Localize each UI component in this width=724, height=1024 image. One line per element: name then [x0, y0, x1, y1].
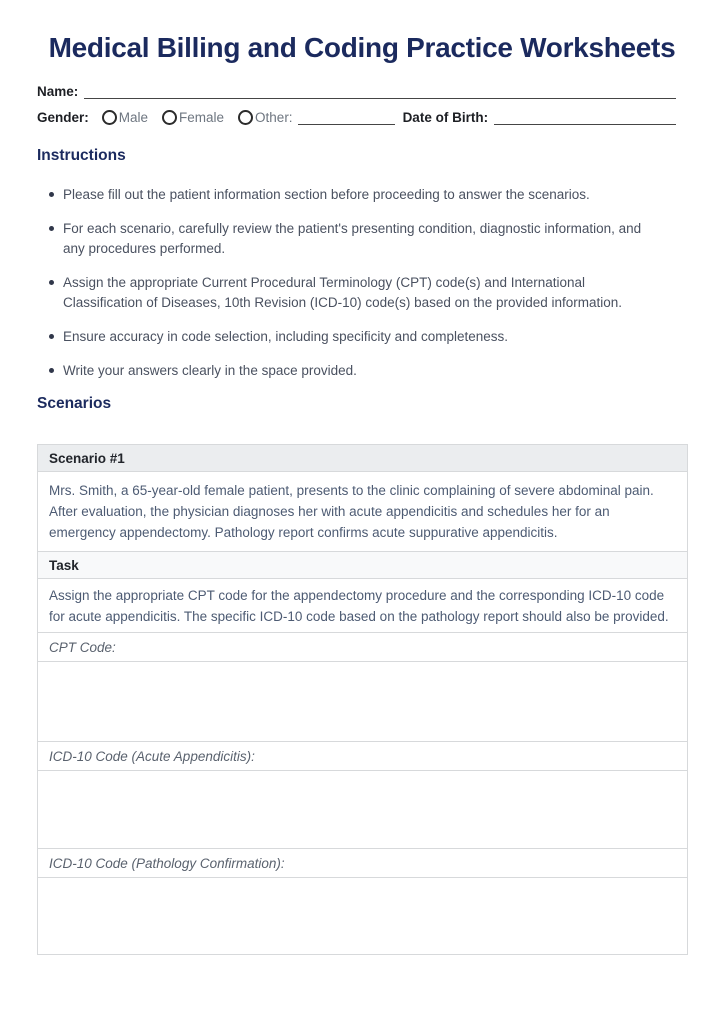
cpt-code-label: CPT Code:	[38, 632, 687, 661]
male-radio-icon	[102, 110, 117, 125]
task-description: Assign the appropriate CPT code for the appendectomy procedure and the corresponding ICD-10 code for acute appendicitis. The specific ICD-10 code based on the pathology report should also be provided.	[38, 578, 687, 632]
female-option-label: Female	[179, 110, 225, 126]
scenario-1-description: Mrs. Smith, a 65-year-old female patient, presents to the clinic complaining of severe abdominal pain. After evaluation, the physician diagnoses her with acute appendicitis and schedules her for an emergency appendectomy. Pathology report confirms acute suppurative appendicitis.	[38, 471, 687, 551]
icd10-acute-appendicitis-answer-box[interactable]	[38, 770, 687, 848]
other-option-label: Other:	[255, 110, 293, 126]
gender-other-input-line[interactable]	[298, 111, 395, 125]
female-radio-icon	[162, 110, 177, 125]
other-radio-icon	[238, 110, 253, 125]
icd10-pathology-confirmation-answer-box[interactable]	[38, 877, 687, 954]
instructions-list	[37, 185, 687, 381]
gender-label: Gender:	[37, 110, 89, 126]
male-option-label: Male	[118, 110, 149, 126]
dob-input-line[interactable]	[494, 111, 676, 125]
dob-label: Date of Birth:	[402, 110, 489, 126]
page-title: Medical Billing and Coding Practice Worksheets	[48, 32, 676, 63]
icd10-pathology-confirmation-label: ICD-10 Code (Pathology Confirmation):	[38, 848, 687, 877]
instruction-item: Please fill out the patient information section before proceeding to answer the scenarios.	[37, 185, 657, 205]
icd10-acute-appendicitis-label: ICD-10 Code (Acute Appendicitis):	[38, 741, 687, 770]
instructions-heading: Instructions	[37, 147, 126, 165]
scenario-1-table	[37, 444, 688, 955]
instruction-item: Assign the appropriate Current Procedural Terminology (CPT) code(s) and International Classification of Diseases, 10th Revision (ICD-10) code(s) based on the provided information.	[37, 273, 657, 313]
gender-dob-row	[37, 110, 687, 125]
instruction-item: Write your answers clearly in the space provided.	[37, 361, 657, 381]
scenario-1-header: Scenario #1	[38, 445, 687, 471]
name-row	[37, 83, 687, 99]
gender-option-male[interactable]	[102, 110, 148, 125]
instruction-item: Ensure accuracy in code selection, including specificity and completeness.	[37, 327, 657, 347]
gender-option-female[interactable]	[162, 110, 224, 125]
scenarios-heading: Scenarios	[37, 395, 112, 413]
instruction-item: For each scenario, carefully review the patient's presenting condition, diagnostic information, and any procedures performed.	[37, 219, 657, 259]
gender-option-other[interactable]	[238, 110, 293, 125]
cpt-code-answer-box[interactable]	[38, 661, 687, 741]
task-header: Task	[38, 551, 687, 578]
name-label: Name:	[37, 84, 79, 100]
name-input-line[interactable]	[84, 83, 676, 99]
